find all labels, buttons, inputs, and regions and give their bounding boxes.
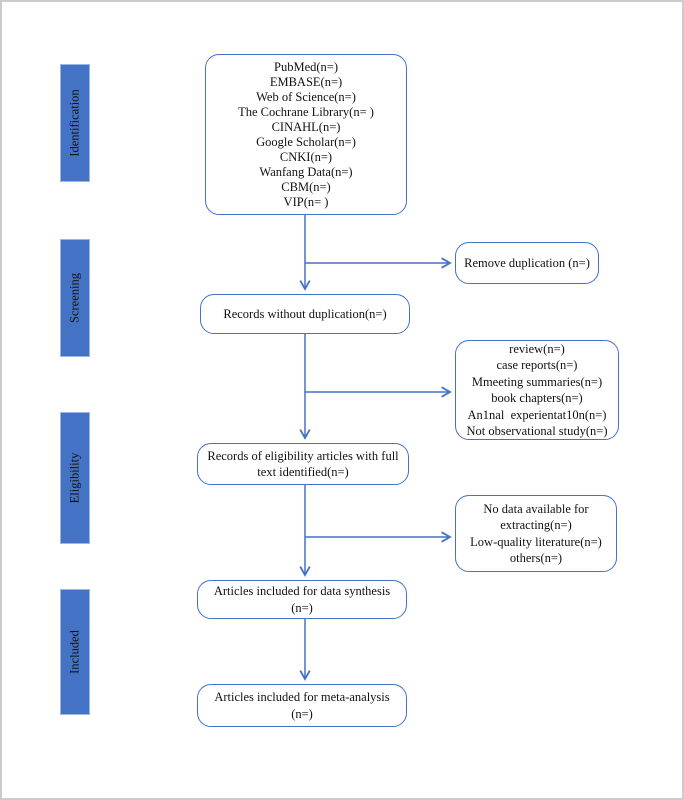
box-text-line: No data available for bbox=[483, 501, 589, 516]
stage-eligibility-label: Eligibility bbox=[67, 452, 82, 504]
box-text-line: Articles included for meta-analysis bbox=[214, 690, 390, 704]
remove-duplication-box bbox=[455, 242, 599, 284]
box-text-line: Google Scholar(n=) bbox=[256, 134, 356, 149]
box-text-line: The Cochrane Library(n= ) bbox=[238, 104, 374, 119]
stage-included bbox=[60, 589, 90, 715]
box-text-line: others(n=) bbox=[509, 551, 563, 565]
box-text-line: Web of Science(n=) bbox=[256, 89, 356, 104]
stage-identification-label: Identification bbox=[67, 89, 82, 157]
stage-identification bbox=[60, 64, 90, 182]
data-synthesis-box bbox=[197, 580, 407, 619]
exclusion-reasons-box bbox=[455, 340, 619, 440]
box-text-line: (n=) bbox=[291, 706, 313, 721]
box-text-line: book chapters(n=) bbox=[491, 391, 583, 405]
box-text-line: CINAHL(n=) bbox=[271, 119, 341, 134]
box-text-line: (n=) bbox=[291, 600, 313, 615]
box-text-line: Low-quality literature(n=) bbox=[470, 534, 602, 549]
box-text-line: Records of eligibility articles with full bbox=[207, 448, 399, 463]
box-text-line: An1nal experientat10n(n=) bbox=[467, 407, 607, 422]
box-text-line: PubMed(n=) bbox=[274, 59, 338, 74]
box-text-line: Articles included for data synthesis bbox=[213, 584, 391, 598]
box-text-line: CNKI(n=) bbox=[279, 149, 333, 164]
box-text-line: Remove duplication (n=) bbox=[464, 255, 590, 270]
box-text-line: case reports(n=) bbox=[496, 358, 578, 372]
full-text-identified-box bbox=[197, 443, 409, 485]
box-text-line: review(n=) bbox=[509, 341, 565, 356]
no-data-exclusions-box bbox=[455, 495, 617, 572]
box-text-line: VIP(n= ) bbox=[283, 194, 329, 209]
box-text-line: text identified(n=) bbox=[257, 465, 349, 479]
stage-eligibility bbox=[60, 412, 90, 544]
meta-analysis-box bbox=[197, 684, 407, 727]
box-text-line: EMBASE(n=) bbox=[269, 74, 343, 89]
stage-screening bbox=[60, 239, 90, 357]
box-text-line: Mmeeting summaries(n=) bbox=[471, 374, 603, 389]
box-text-line: CBM(n=) bbox=[281, 179, 331, 194]
box-text-line: Records without duplication(n=) bbox=[223, 306, 387, 321]
stage-screening-label: Screening bbox=[67, 273, 82, 323]
box-text-line: Wanfang Data(n=) bbox=[259, 164, 353, 179]
box-text-line: Not observational study(n=) bbox=[466, 424, 608, 438]
records-without-duplication-box bbox=[200, 294, 410, 334]
box-text-line: extracting(n=) bbox=[500, 518, 572, 532]
stage-included-label: Included bbox=[67, 630, 82, 674]
databases-searched-box bbox=[205, 54, 407, 215]
